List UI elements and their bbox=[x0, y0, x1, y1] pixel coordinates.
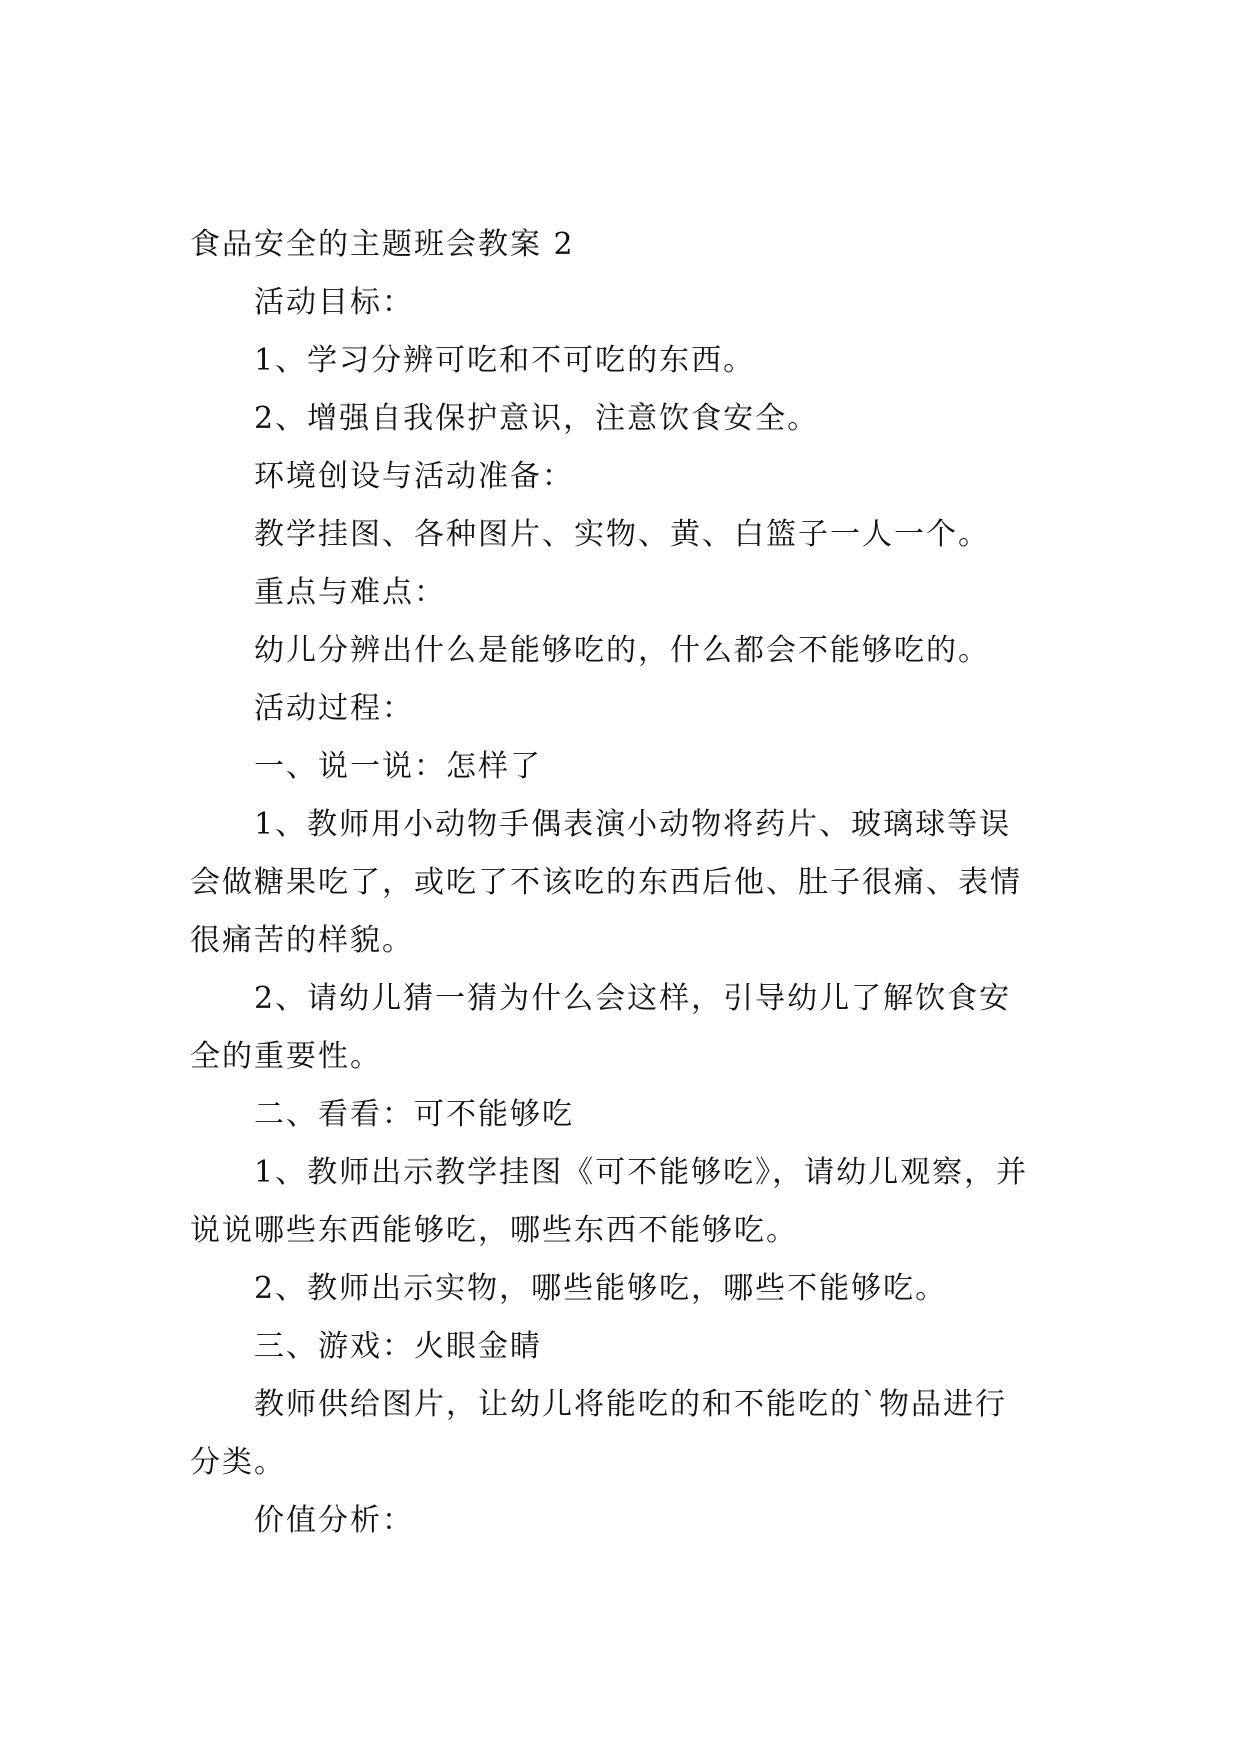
section-2-para-2: 2、教师出示实物，哪些能够吃，哪些不能够吃。 bbox=[254, 1271, 948, 1306]
section-1-para-2-line-2: 全的重要性。 bbox=[190, 1039, 382, 1074]
goal-item-1: 1、学习分辨可吃和不可吃的东西。 bbox=[254, 343, 756, 378]
document-body bbox=[190, 216, 1060, 1550]
section-1-para-2-line-1: 2、请幼儿猜一猜为什么会这样，引导幼儿了解饮食安 bbox=[254, 981, 1012, 1016]
key-points-heading: 重点与难点： bbox=[254, 575, 446, 610]
value-analysis-heading: 价值分析： bbox=[254, 1503, 414, 1538]
section-3-heading: 三、游戏：火眼金睛 bbox=[254, 1329, 542, 1364]
key-points-text: 幼儿分辨出什么是能够吃的，什么都会不能够吃的。 bbox=[254, 633, 990, 668]
goal-heading: 活动目标： bbox=[254, 285, 414, 320]
process-heading: 活动过程： bbox=[254, 691, 414, 726]
section-1-heading: 一、说一说：怎样了 bbox=[254, 749, 542, 784]
environment-text: 教学挂图、各种图片、实物、黄、白篮子一人一个。 bbox=[254, 517, 990, 552]
section-3-para-1-line-2: 分类。 bbox=[190, 1445, 286, 1480]
environment-heading: 环境创设与活动准备： bbox=[254, 459, 574, 494]
section-2-para-1-line-1: 1、教师出示教学挂图《可不能够吃》，请幼儿观察，并 bbox=[254, 1155, 1029, 1190]
section-1-para-1-line-2: 会做糖果吃了，或吃了不该吃的东西后他、肚子很痛、表情 bbox=[190, 865, 1022, 900]
section-1-para-1-line-1: 1、教师用小动物手偶表演小动物将药片、玻璃球等误 bbox=[254, 807, 1012, 842]
section-3-para-1-line-1: 教师供给图片，让幼儿将能吃的和不能吃的`物品进行 bbox=[254, 1387, 1007, 1422]
section-2-heading: 二、看看：可不能够吃 bbox=[254, 1097, 574, 1132]
document-title: 食品安全的主题班会教案 2 bbox=[190, 227, 575, 262]
section-1-para-1-line-3: 很痛苦的样貌。 bbox=[190, 923, 414, 958]
goal-item-2: 2、增强自我保护意识，注意饮食安全。 bbox=[254, 401, 820, 436]
section-2-para-1-line-2: 说说哪些东西能够吃，哪些东西不能够吃。 bbox=[190, 1213, 798, 1248]
